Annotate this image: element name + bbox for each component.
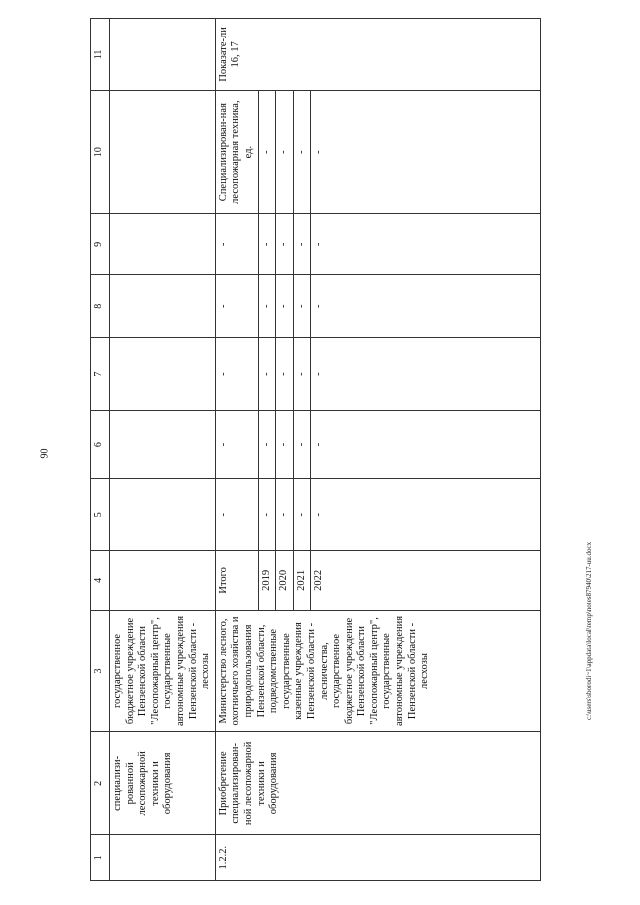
cell-value: - bbox=[311, 90, 541, 214]
header-cell: 7 bbox=[91, 338, 110, 411]
header-cell: 5 bbox=[91, 479, 110, 551]
header-cell: 4 bbox=[91, 551, 110, 611]
cell-indicator-refs: Показате-ли 16, 17 bbox=[215, 19, 541, 91]
cell-empty bbox=[110, 410, 216, 478]
cell-value: - bbox=[215, 275, 258, 338]
page-number: 90 bbox=[39, 448, 51, 459]
cell-value: - bbox=[311, 214, 541, 275]
cell-value: - bbox=[258, 214, 276, 275]
header-cell: 8 bbox=[91, 275, 110, 338]
header-cell: 1 bbox=[91, 835, 110, 881]
header-cell: 9 bbox=[91, 214, 110, 275]
item-row-total bbox=[215, 19, 258, 881]
cell-value: - bbox=[258, 410, 276, 478]
cell-empty bbox=[110, 551, 216, 611]
cell-year: Итого bbox=[215, 551, 258, 611]
footer-file-path: c:\users\sborodi~1\appdata\local\temp\notes87940\217-uu.docx bbox=[585, 541, 593, 720]
header-cell: 2 bbox=[91, 732, 110, 835]
cell-value: - bbox=[258, 338, 276, 411]
cell-value: - bbox=[215, 479, 258, 551]
cell-value: - bbox=[276, 479, 294, 551]
cell-executor: Министерство лесного, охотничьего хозяйства и природопользования Пензенской области, подведомственные государственные казенные учреждения Пензенской области - лесничества, государственное бюджетное учреждение Пензенской области "Лесопожарный центр", государственные автономные учреждения Пензенской области - лесхозы bbox=[215, 610, 541, 732]
cell-value: - bbox=[258, 90, 276, 214]
program-table bbox=[90, 18, 541, 881]
cell-year: 2020 bbox=[276, 551, 294, 611]
header-row bbox=[91, 19, 110, 881]
cell-value: - bbox=[276, 275, 294, 338]
cell-value: - bbox=[258, 479, 276, 551]
cell-indicator: Специализирован-ная лесопожарная техника, ед. bbox=[215, 90, 258, 214]
cell-value: - bbox=[293, 479, 311, 551]
continuation-row bbox=[110, 19, 216, 881]
cell-value: - bbox=[293, 275, 311, 338]
cell-value: - bbox=[276, 90, 294, 214]
cell-empty bbox=[110, 338, 216, 411]
cell-empty bbox=[110, 214, 216, 275]
cell-empty bbox=[110, 19, 216, 91]
cell-year: 2022 bbox=[311, 551, 541, 611]
cell-value: - bbox=[293, 338, 311, 411]
cell-value: - bbox=[276, 410, 294, 478]
cell-value: - bbox=[215, 214, 258, 275]
cell-value: - bbox=[276, 338, 294, 411]
cell-value: - bbox=[293, 90, 311, 214]
cell-value: - bbox=[293, 410, 311, 478]
cell-year: 2019 bbox=[258, 551, 276, 611]
cell-empty bbox=[110, 90, 216, 214]
header-cell: 3 bbox=[91, 610, 110, 732]
cell-name: Приобретение специализирован-ной лесопожарной техники и оборудования bbox=[215, 732, 541, 835]
cell-value: - bbox=[311, 410, 541, 478]
cell-executor: государственное бюджетное учреждение Пензенской области "Лесопожарный центр", государственные автономные учреждения Пензенской области - лесхозы bbox=[110, 610, 216, 732]
rotated-table-sheet bbox=[90, 18, 615, 881]
cell-year: 2021 bbox=[293, 551, 311, 611]
cell-num bbox=[110, 835, 216, 881]
cell-empty bbox=[110, 479, 216, 551]
cell-name: специализи-рованной лесопожарной техники и оборудования bbox=[110, 732, 216, 835]
cell-value: - bbox=[311, 275, 541, 338]
header-cell: 11 bbox=[91, 19, 110, 91]
cell-value: - bbox=[215, 410, 258, 478]
cell-value: - bbox=[215, 338, 258, 411]
cell-value: - bbox=[258, 275, 276, 338]
cell-value: - bbox=[311, 479, 541, 551]
cell-value: - bbox=[311, 338, 541, 411]
cell-value: - bbox=[293, 214, 311, 275]
cell-empty bbox=[110, 275, 216, 338]
header-cell: 6 bbox=[91, 410, 110, 478]
cell-value: - bbox=[276, 214, 294, 275]
header-cell: 10 bbox=[91, 90, 110, 214]
cell-num: 1.2.2. bbox=[215, 835, 541, 881]
